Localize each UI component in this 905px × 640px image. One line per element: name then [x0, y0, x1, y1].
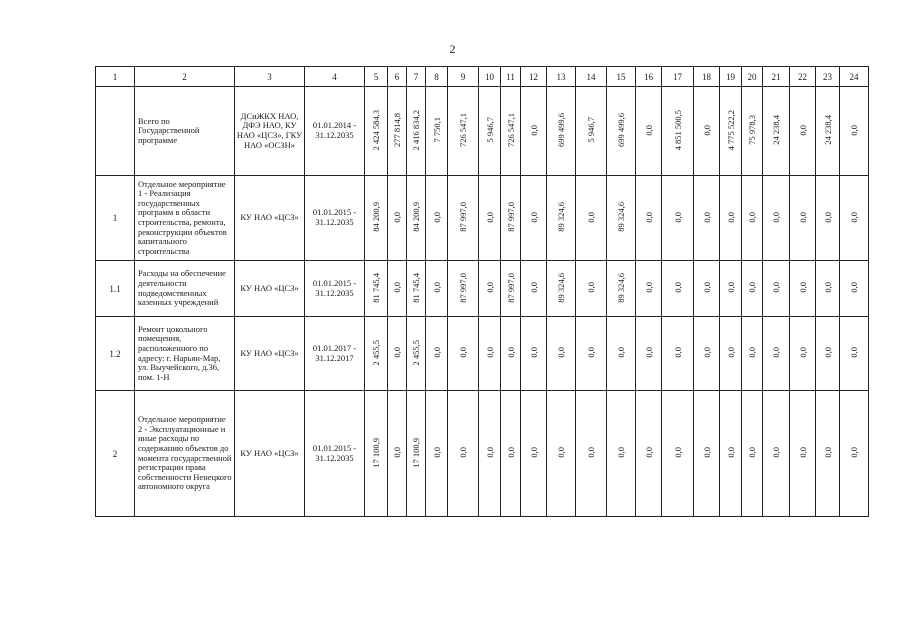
column-number-cell: 23	[816, 67, 840, 87]
value-text: 0,0	[528, 282, 539, 293]
column-number-cell: 9	[448, 67, 479, 87]
value-text: 0,0	[643, 282, 654, 293]
value-cell	[448, 176, 479, 261]
column-number-cell: 21	[763, 67, 790, 87]
table-row	[96, 87, 869, 176]
value-cell	[521, 317, 547, 391]
value-text: 0,0	[849, 347, 859, 358]
value-text: 89 324,6	[616, 272, 626, 303]
value-text: 0,0	[505, 447, 516, 458]
column-number-cell: 1	[96, 67, 135, 87]
value-text: 0,0	[458, 347, 468, 358]
responsible-cell: КУ НАО «ЦСЗ»	[235, 261, 305, 317]
value-text: 0,0	[484, 282, 495, 293]
measure-name-cell: Расходы на обеспечение деятельности подведомственных казенных учреждений	[135, 261, 235, 317]
value-text: 0,0	[586, 211, 596, 223]
column-number-cell: 19	[720, 67, 742, 87]
value-cell	[388, 391, 407, 517]
page-number: 2	[449, 42, 456, 56]
value-text: 0,0	[849, 211, 859, 223]
value-text: 726 547,1	[505, 113, 516, 147]
column-number-cell: 3	[235, 67, 305, 87]
value-cell	[790, 317, 816, 391]
value-cell	[407, 176, 426, 261]
column-number-cell: 10	[479, 67, 501, 87]
value-cell	[426, 391, 448, 517]
value-text: 0,0	[484, 447, 495, 458]
value-cell	[840, 391, 869, 517]
value-text: 87 997,0	[458, 272, 468, 303]
value-cell	[763, 391, 790, 517]
value-cell	[479, 317, 501, 391]
value-cell	[763, 261, 790, 317]
column-number-cell: 14	[576, 67, 607, 87]
period-cell: 01.01.2014 - 31.12.2035	[305, 87, 365, 176]
value-cell	[763, 87, 790, 176]
value-text: 0,0	[747, 211, 757, 223]
value-text: 24 238,4	[771, 115, 781, 145]
value-text: 0,0	[643, 124, 654, 136]
column-number-row	[96, 67, 869, 87]
value-text: 87 997,0	[505, 272, 516, 303]
value-text: 0,0	[771, 447, 781, 458]
value-cell	[742, 87, 763, 176]
value-cell	[840, 261, 869, 317]
value-text: 89 324,6	[616, 202, 626, 232]
value-cell	[479, 261, 501, 317]
value-cell	[694, 176, 720, 261]
value-text: 0,0	[392, 211, 402, 223]
value-cell	[365, 87, 388, 176]
value-cell	[816, 317, 840, 391]
value-cell	[365, 391, 388, 517]
period-cell: 01.01.2017 - 31.12.2017	[305, 317, 365, 391]
value-text: 0,0	[797, 211, 808, 223]
value-cell	[426, 261, 448, 317]
value-text: 5 946,7	[586, 117, 596, 143]
column-number-cell: 4	[305, 67, 365, 87]
value-text: 2 455,5	[411, 339, 421, 366]
value-text: 699 499,6	[556, 113, 566, 147]
value-cell	[407, 317, 426, 391]
value-cell	[521, 391, 547, 517]
value-cell	[816, 391, 840, 517]
value-cell	[576, 317, 607, 391]
measure-name-cell: Всего по Государственной программе	[135, 87, 235, 176]
value-text: 0,0	[431, 211, 442, 223]
value-cell	[576, 87, 607, 176]
value-text: 277 814,8	[392, 113, 402, 147]
value-text: 699 499,6	[616, 113, 626, 147]
value-text: 0,0	[822, 282, 833, 293]
period-cell: 01.01.2015 - 31.12.2035	[305, 261, 365, 317]
value-cell	[840, 317, 869, 391]
value-cell	[694, 87, 720, 176]
responsible-cell: КУ НАО «ЦСЗ»	[235, 317, 305, 391]
value-text: 87 997,0	[505, 202, 516, 232]
value-text: 4 775 522,2	[725, 109, 736, 151]
value-text: 0,0	[725, 282, 736, 293]
responsible-cell: КУ НАО «ЦСЗ»	[235, 391, 305, 517]
value-cell	[479, 391, 501, 517]
value-text: 7 750,1	[431, 117, 442, 143]
value-text: 0,0	[616, 347, 626, 358]
value-text: 0,0	[771, 211, 781, 223]
value-text: 0,0	[484, 211, 495, 223]
value-text: 0,0	[586, 447, 596, 458]
value-text: 17 100,9	[411, 437, 421, 468]
value-text: 0,0	[556, 347, 566, 358]
value-cell	[426, 317, 448, 391]
value-cell	[694, 391, 720, 517]
value-text: 0,0	[431, 447, 442, 458]
row-number-cell	[96, 87, 135, 176]
value-cell	[607, 87, 636, 176]
value-text: 0,0	[725, 211, 736, 223]
value-text: 0,0	[672, 447, 683, 458]
value-text: 84 200,9	[411, 202, 421, 232]
value-text: 0,0	[528, 211, 539, 223]
value-cell	[448, 391, 479, 517]
column-number-cell: 18	[694, 67, 720, 87]
value-text: 0,0	[747, 282, 757, 293]
value-text: 75 978,3	[747, 115, 757, 145]
value-text: 0,0	[672, 211, 683, 223]
value-cell	[790, 176, 816, 261]
value-cell	[662, 391, 694, 517]
column-number-cell: 6	[388, 67, 407, 87]
value-text: 0,0	[643, 347, 654, 358]
column-number-cell: 11	[501, 67, 521, 87]
value-text: 0,0	[616, 447, 626, 458]
value-cell	[448, 317, 479, 391]
table-row	[96, 261, 869, 317]
value-cell	[662, 176, 694, 261]
value-text: 0,0	[701, 347, 712, 358]
value-cell	[501, 391, 521, 517]
value-cell	[365, 261, 388, 317]
value-cell	[547, 87, 576, 176]
value-cell	[521, 87, 547, 176]
value-cell	[636, 176, 662, 261]
value-text: 0,0	[586, 282, 596, 293]
value-text: 0,0	[771, 282, 781, 293]
column-number-cell: 20	[742, 67, 763, 87]
value-cell	[576, 176, 607, 261]
value-cell	[547, 317, 576, 391]
value-cell	[501, 261, 521, 317]
value-cell	[479, 87, 501, 176]
value-text: 0,0	[822, 447, 833, 458]
measure-name-cell: Отдельное мероприятие 1 - Реализация государственных программ в области строительства, ремонта, реконструкции объектов капитального строительства	[135, 176, 235, 261]
value-text: 0,0	[392, 347, 402, 358]
value-text: 0,0	[701, 124, 712, 136]
value-cell	[607, 176, 636, 261]
value-text: 0,0	[849, 124, 859, 136]
row-number-cell: 1.2	[96, 317, 135, 391]
value-cell	[365, 317, 388, 391]
value-text: 0,0	[849, 447, 859, 458]
value-cell	[501, 176, 521, 261]
value-cell	[662, 261, 694, 317]
responsible-cell: ДСиЖКХ НАО, ДФЭ НАО, КУ НАО «ЦСЗ», ГКУ НАО «ОСЗН»	[235, 87, 305, 176]
value-cell	[576, 261, 607, 317]
value-text: 0,0	[771, 347, 781, 358]
value-cell	[388, 261, 407, 317]
value-cell	[547, 176, 576, 261]
value-text: 0,0	[725, 347, 736, 358]
value-text: 0,0	[643, 211, 654, 223]
value-cell	[521, 176, 547, 261]
value-cell	[694, 261, 720, 317]
budget-table	[95, 66, 869, 517]
value-cell	[742, 317, 763, 391]
value-text: 0,0	[747, 447, 757, 458]
measure-name-cell: Отдельное мероприятие 2 - Эксплуатационные и иные расходы по содержанию объектов до момента государственной регистрации права собственности Ненецкого автономного округа	[135, 391, 235, 517]
value-cell	[790, 391, 816, 517]
value-cell	[388, 87, 407, 176]
value-text: 0,0	[797, 347, 808, 358]
value-text: 0,0	[747, 347, 757, 358]
column-number-cell: 7	[407, 67, 426, 87]
value-text: 0,0	[701, 447, 712, 458]
value-text: 0,0	[701, 282, 712, 293]
value-cell	[521, 261, 547, 317]
value-cell	[501, 87, 521, 176]
table-row	[96, 391, 869, 517]
value-text: 0,0	[392, 282, 402, 293]
value-cell	[816, 261, 840, 317]
value-cell	[763, 176, 790, 261]
value-cell	[720, 87, 742, 176]
column-number-cell: 22	[790, 67, 816, 87]
value-text: 2 455,5	[371, 339, 381, 366]
row-number-cell: 1.1	[96, 261, 135, 317]
value-text: 2 416 834,2	[411, 109, 421, 151]
value-text: 87 997,0	[458, 202, 468, 232]
value-cell	[662, 87, 694, 176]
value-text: 0,0	[797, 447, 808, 458]
value-cell	[790, 87, 816, 176]
value-cell	[840, 176, 869, 261]
value-text: 2 424 584,3	[371, 109, 381, 151]
value-text: 0,0	[392, 447, 402, 458]
value-text: 0,0	[556, 447, 566, 458]
value-cell	[840, 87, 869, 176]
value-text: 81 745,4	[371, 272, 381, 303]
value-text: 0,0	[701, 211, 712, 223]
value-text: 17 100,9	[371, 437, 381, 468]
value-cell	[448, 261, 479, 317]
value-text: 0,0	[431, 282, 442, 293]
value-cell	[365, 176, 388, 261]
value-text: 0,0	[725, 447, 736, 458]
value-cell	[763, 317, 790, 391]
value-text: 81 745,4	[411, 272, 421, 303]
measure-name-cell: Ремонт цокольного помещения, расположенного по адресу: г. Нарьян-Мар, ул. Выучейского, д.36, пом. 1-Н	[135, 317, 235, 391]
column-number-cell: 16	[636, 67, 662, 87]
value-cell	[636, 261, 662, 317]
column-number-cell: 12	[521, 67, 547, 87]
column-number-cell: 5	[365, 67, 388, 87]
value-cell	[607, 317, 636, 391]
value-text: 4 851 500,5	[672, 109, 683, 151]
value-cell	[662, 317, 694, 391]
value-text: 0,0	[849, 282, 859, 293]
value-text: 0,0	[505, 347, 516, 358]
value-cell	[388, 176, 407, 261]
column-number-cell: 13	[547, 67, 576, 87]
table-row	[96, 317, 869, 391]
column-number-cell: 15	[607, 67, 636, 87]
row-number-cell: 1	[96, 176, 135, 261]
value-text: 0,0	[822, 211, 833, 223]
value-cell	[636, 391, 662, 517]
value-text: 0,0	[484, 347, 495, 358]
value-text: 0,0	[431, 347, 442, 358]
column-number-cell: 24	[840, 67, 869, 87]
period-cell: 01.01.2015 - 31.12.2035	[305, 391, 365, 517]
value-cell	[407, 261, 426, 317]
value-cell	[694, 317, 720, 391]
value-cell	[547, 261, 576, 317]
value-cell	[479, 176, 501, 261]
value-cell	[720, 391, 742, 517]
value-cell	[816, 176, 840, 261]
value-cell	[720, 317, 742, 391]
value-text: 89 324,6	[556, 272, 566, 303]
value-text: 0,0	[528, 447, 539, 458]
value-cell	[607, 391, 636, 517]
value-cell	[547, 391, 576, 517]
value-text: 0,0	[586, 347, 596, 358]
value-text: 726 547,1	[458, 113, 468, 147]
value-cell	[742, 176, 763, 261]
value-text: 24 238,4	[822, 115, 833, 145]
value-cell	[742, 261, 763, 317]
value-text: 0,0	[797, 124, 808, 136]
column-number-cell: 2	[135, 67, 235, 87]
value-cell	[742, 391, 763, 517]
value-text: 0,0	[672, 347, 683, 358]
value-cell	[636, 87, 662, 176]
value-cell	[426, 87, 448, 176]
value-cell	[607, 261, 636, 317]
value-text: 84 200,9	[371, 202, 381, 232]
column-number-cell: 8	[426, 67, 448, 87]
value-text: 89 324,6	[556, 202, 566, 232]
row-number-cell: 2	[96, 391, 135, 517]
value-text: 0,0	[528, 124, 539, 136]
value-cell	[501, 317, 521, 391]
value-cell	[636, 317, 662, 391]
value-cell	[720, 261, 742, 317]
value-cell	[448, 87, 479, 176]
column-number-cell: 17	[662, 67, 694, 87]
value-text: 0,0	[822, 347, 833, 358]
value-text: 0,0	[458, 447, 468, 458]
value-cell	[720, 176, 742, 261]
table-row	[96, 176, 869, 261]
value-text: 0,0	[528, 347, 539, 358]
period-cell: 01.01.2015 - 31.12.2035	[305, 176, 365, 261]
value-cell	[576, 391, 607, 517]
value-text: 0,0	[643, 447, 654, 458]
value-cell	[407, 87, 426, 176]
value-text: 5 946,7	[484, 117, 495, 143]
value-cell	[790, 261, 816, 317]
value-cell	[388, 317, 407, 391]
value-cell	[816, 87, 840, 176]
value-cell	[426, 176, 448, 261]
value-text: 0,0	[797, 282, 808, 293]
responsible-cell: КУ НАО «ЦСЗ»	[235, 176, 305, 261]
value-cell	[407, 391, 426, 517]
value-text: 0,0	[672, 282, 683, 293]
